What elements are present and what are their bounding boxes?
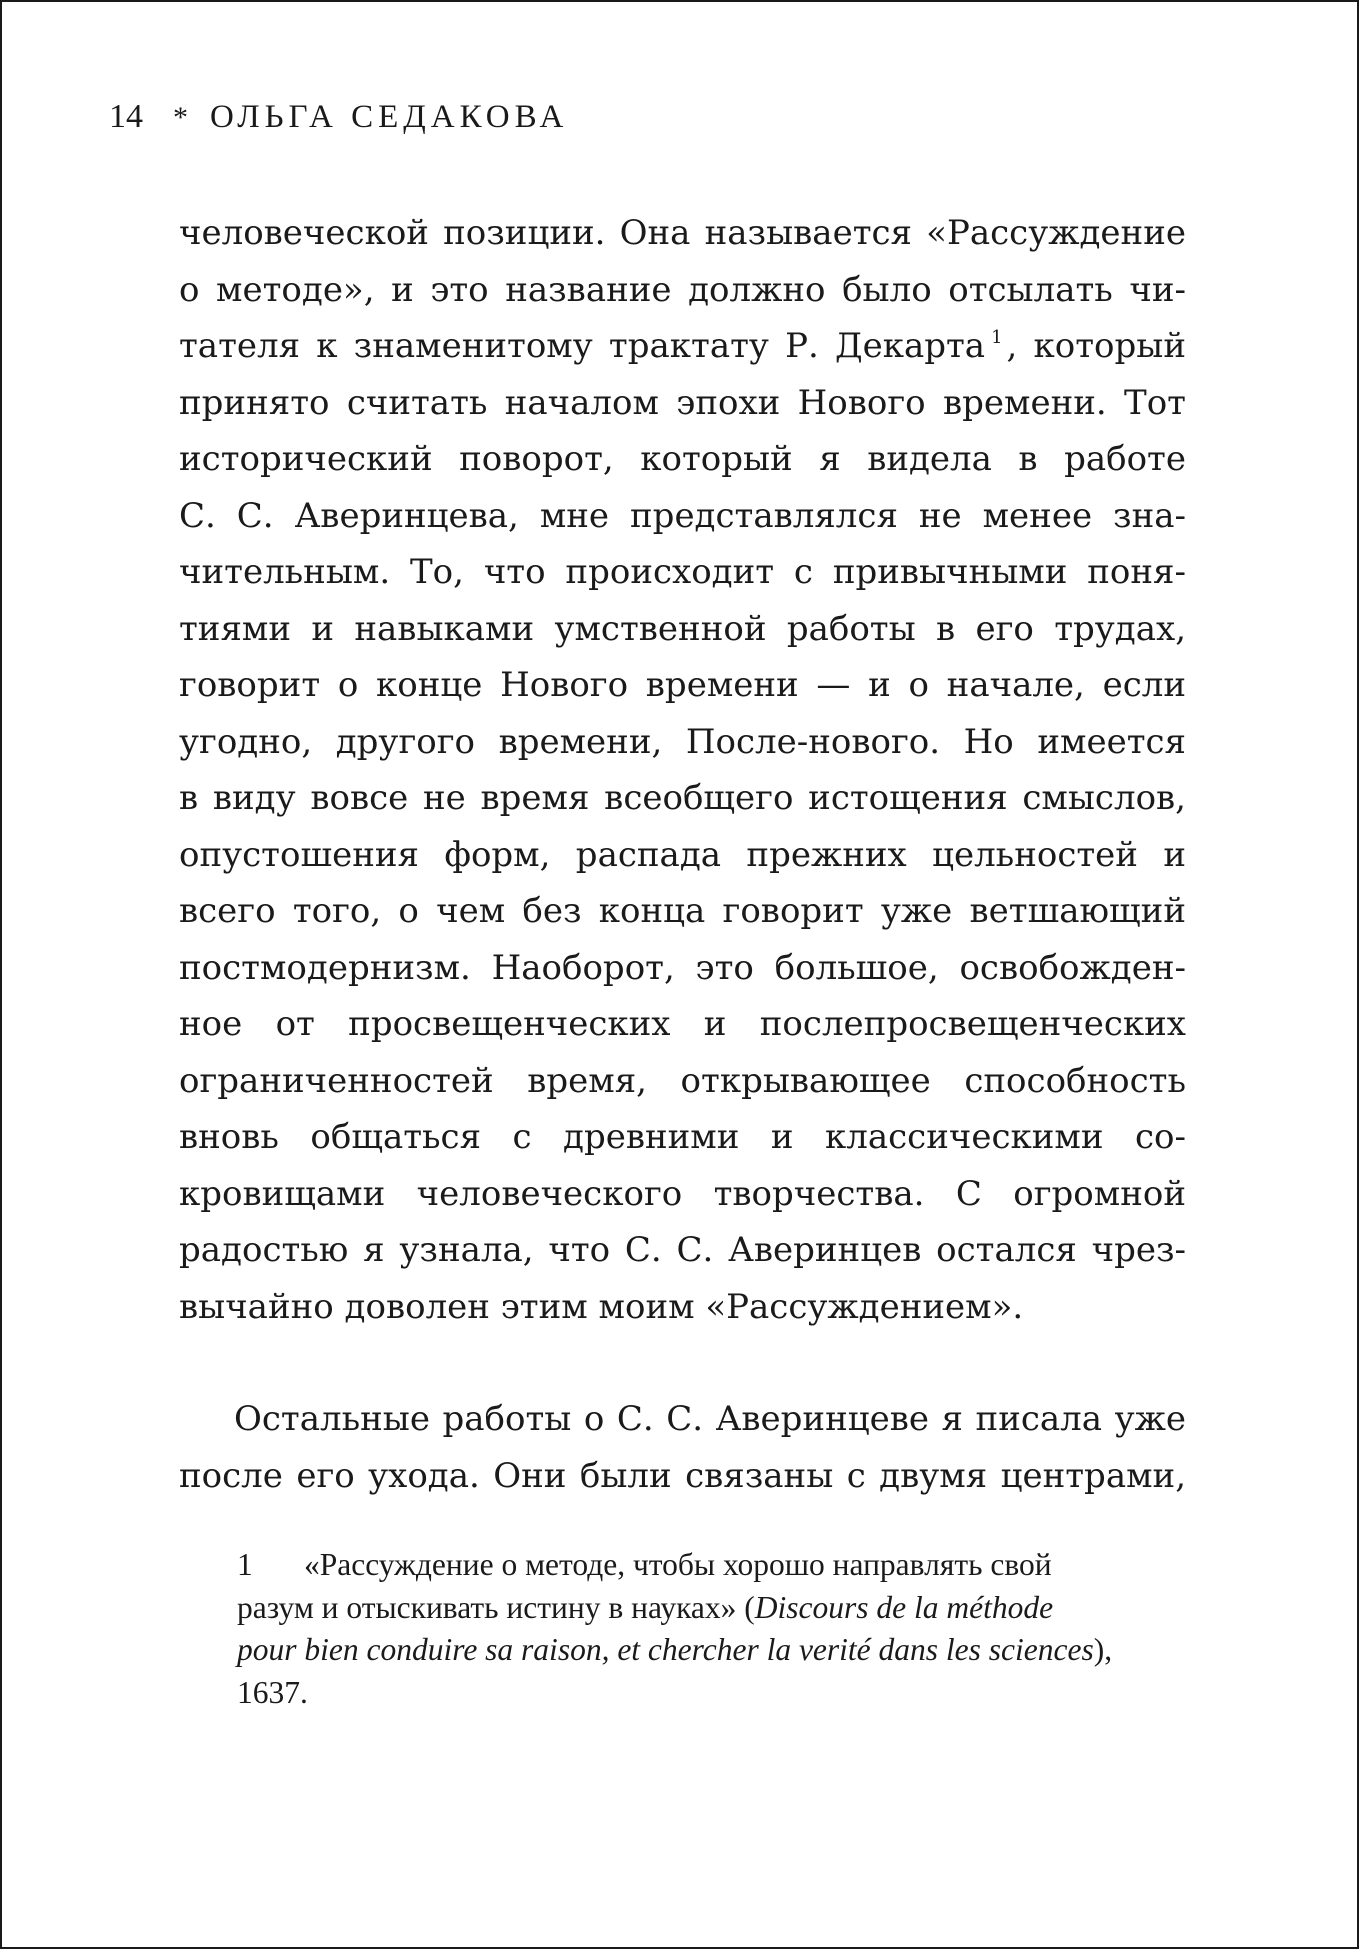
main-text: [179, 205, 1186, 1504]
author-name: ОЛЬГА СЕДАКОВА: [210, 99, 569, 135]
asterisk-separator-icon: *: [173, 101, 188, 134]
text-line: Остальные работы о С. С. Аверинцеве я писала уже: [234, 1399, 1186, 1439]
footnote-text: разум и отыскивать истину в науках» (: [237, 1589, 755, 1625]
text-line: человеческой позиции. Она называется «Рассуждение: [179, 213, 1186, 253]
paragraph-2: [179, 1391, 1186, 1504]
footnote-text: «Рассуждение о методе, чтобы хорошо направлять свой: [304, 1547, 1052, 1582]
text-line: ограниченностей время, открывающее способность: [179, 1060, 1186, 1101]
text-line: всего того, о чем без конца говорит уже ветшающий: [179, 891, 1186, 931]
text-segment: тателя к знаменитому трактату Р. Декарта: [179, 326, 986, 366]
text-line: после его ухода. Они были связаны с двумя центрами,: [179, 1455, 1186, 1496]
footnote-number: 1: [237, 1547, 253, 1582]
text-line: говорит о конце Нового времени — и о начале, если: [179, 665, 1186, 705]
footnote-line: [237, 1629, 1157, 1672]
text-line: о методе», и это название должно было отсылать чи-: [179, 269, 1186, 310]
footnote-line: [237, 1544, 1157, 1587]
text-line: постмодернизм. Наоборот, это большое, освобожден-: [179, 947, 1186, 988]
text-line: чительным. То, что происходит с привычными поня-: [179, 552, 1186, 592]
text-line: исторический поворот, который я видела в работе: [179, 439, 1186, 479]
footnote-text: ),: [1093, 1632, 1113, 1667]
text-line: в виду вовсе не время всеобщего истощения смыслов,: [179, 778, 1186, 818]
text-line: угодно, другого времени, После-нового. Но имеется: [179, 721, 1186, 762]
text-line: опустошения форм, распада прежних цельностей и: [179, 834, 1186, 875]
footnote-italic-title: pour bien conduire sa raison, et chercher la verité dans les sciences: [237, 1632, 1094, 1667]
footnote-line: [237, 1587, 1157, 1630]
footnote-reference[interactable]: 1: [991, 327, 1003, 348]
footnote: [237, 1544, 1157, 1714]
text-line: [179, 318, 1186, 375]
text-line: вычайно доволен этим моим «Рассуждением».: [179, 1286, 1024, 1327]
footnote-italic-title: Discours de la méthode: [754, 1589, 1054, 1625]
text-line: кровищами человеческого творчества. С огромной: [179, 1173, 1186, 1214]
text-segment: , который: [1006, 326, 1186, 366]
text-line: радостью я узнала, что С. С. Аверинцев остался чрез-: [179, 1230, 1186, 1270]
text-line: ное от просвещенческих и послепросвещенческих: [179, 1004, 1186, 1044]
text-line: С. С. Аверинцева, мне представлялся не менее зна-: [179, 495, 1186, 536]
running-head: [109, 98, 568, 146]
footnote-line: 1637.: [237, 1674, 308, 1710]
text-line: вновь общаться с древними и классическими со-: [179, 1117, 1186, 1157]
text-line: принято считать началом эпохи Нового времени. Тот: [179, 382, 1186, 423]
text-line: тиями и навыками умственной работы в его трудах,: [179, 608, 1186, 649]
page-number: 14: [109, 98, 143, 135]
paragraph-1: [179, 205, 1186, 1335]
